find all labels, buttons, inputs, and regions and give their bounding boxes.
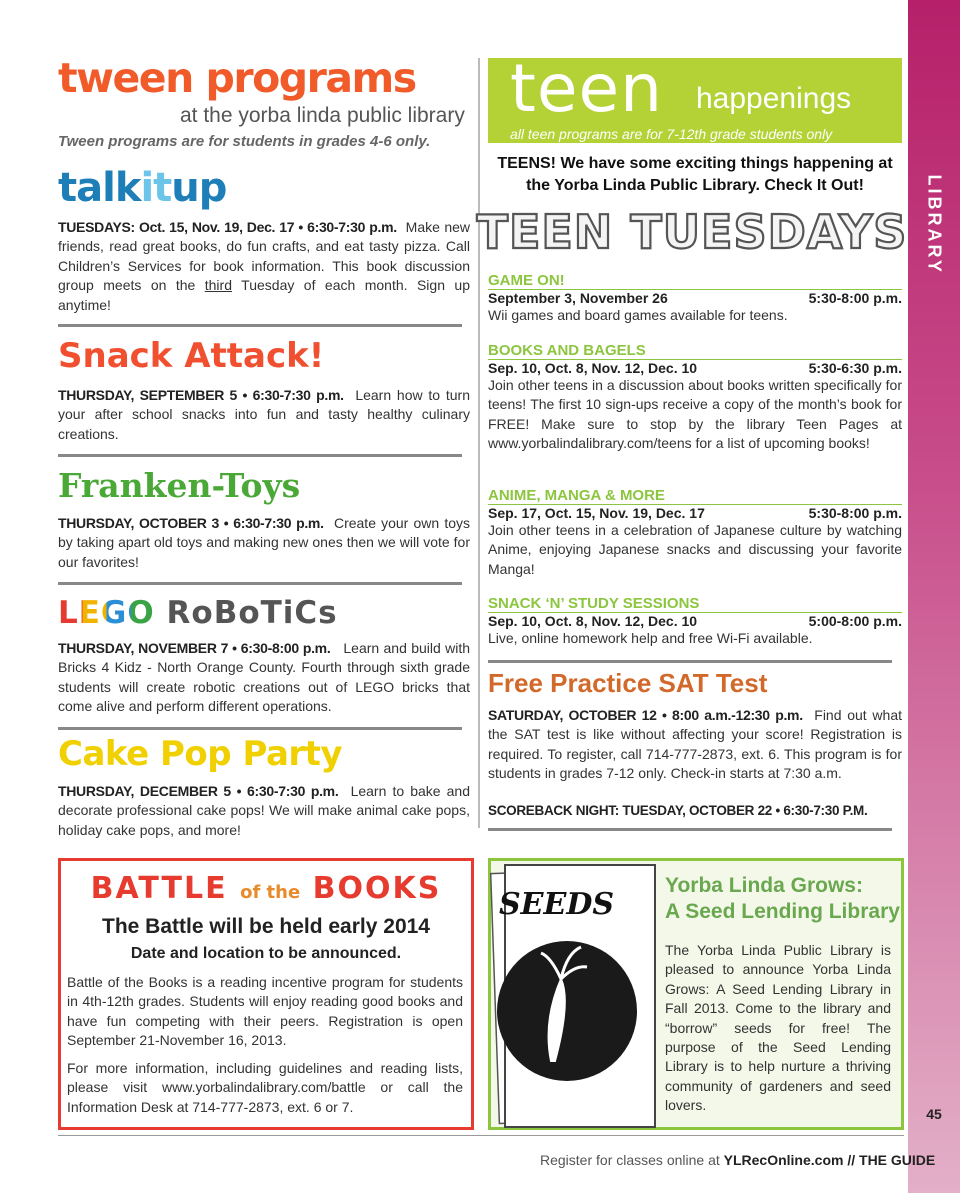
snack-attack-title: Snack Attack! [58,336,325,376]
sat-test-description [488,706,902,784]
franken-toys-description [58,514,470,572]
teen-banner-big: teen [510,50,663,127]
battle-of-the-books-box [58,858,474,1130]
event-description: Join other teens in a discussion about books written specifically for teens! The first 10 sign-ups receive a copy of the month’s book for FREE! Make sure to stop by the library Teen Pages at www.yorbalindalibrary.com/teens for a list of upcoming books! [488,377,902,452]
event-description: Live, online homework help and free Wi-Fi available. [488,630,813,646]
divider [488,828,892,831]
tween-grade-note: Tween programs are for students in grades 4-6 only. [58,133,431,150]
cake-pop-description [58,782,470,840]
event-schedule [488,290,902,306]
battle-of-the-books-heading [69,871,463,906]
talkitup-description [58,218,470,315]
event-time: 5:30-8:00 p.m. [808,290,902,306]
sat-test-when: SATURDAY, OCTOBER 12 • 8:00 a.m.-12:30 p.m. [488,707,803,723]
sidebar-label: LIBRARY [924,174,945,275]
footer-guide: // THE GUIDE [843,1152,936,1168]
event-dates: Sep. 10, Oct. 8, Nov. 12, Dec. 10 [488,613,698,629]
cake-pop-party-title: Cake Pop Party [58,734,343,774]
snack-attack-description [58,386,470,444]
lego-robotics-desc: Learn and build with Bricks 4 Kidz - North Orange County. Fourth through sixth grade students will create robotic creations out of LEGO bricks that come alive and perform different operations. [58,640,470,715]
franken-toys-desc: Create your own toys by taking apart old toys and making new ones then we will vote for our favorites! [58,515,470,570]
talkitup-title-part: it [140,165,172,211]
divider [58,454,462,457]
talkitup-desc-1: Make new friends, read great books, do fun crafts, and eat tasty pizza. Call Children’s Services for book information. This book discussion group meets on the [58,219,471,294]
talkitup-desc-2: Tuesday of each month. Sign up anytime! [58,277,470,313]
event-title: SNACK ‘N’ STUDY SESSIONS [488,595,902,613]
library-sidebar [908,0,960,1193]
robotics-text: RoBoTiCs [166,595,338,631]
event-schedule [488,613,902,629]
sat-test-title: Free Practice SAT Test [488,668,768,698]
cake-pop-desc: Learn to bake and decorate professional cake pops! We will make animal cake pops, holiday cake pops, and more! [58,783,470,838]
event-title: BOOKS AND BAGELS [488,342,902,360]
talkitup-title [58,165,226,211]
lego-robotics-description [58,639,470,717]
event-time: 5:00-8:00 p.m. [808,613,902,629]
battle-location-line: Date and location to be announced. [130,945,402,962]
lego-logo-text: LEGO [58,595,155,631]
seed-lending-title-line: A Seed Lending Library [665,900,900,923]
cake-pop-when: THURSDAY, DECEMBER 5 • 6:30-7:30 p.m. [58,783,339,799]
teen-tuesdays-logo [476,200,908,262]
event-time: 5:30-8:00 p.m. [808,505,902,521]
seed-lending-title [665,873,900,925]
lego-robotics-when: THURSDAY, NOVEMBER 7 • 6:30-8:00 p.m. [58,640,331,656]
event-title: ANIME, MANGA & MORE [488,487,902,505]
battle-paragraph-1: Battle of the Books is a reading incentive program for students in 4th-12th grades. Students will enjoy reading good books and have fun competing with their peers. Registration is open September 21-November 16, 2013. [67,974,463,1049]
footer [540,1152,935,1168]
divider [58,324,462,327]
snack-attack-desc: Learn how to turn your after school snacks into fun and tasty healthy culinary creations. [58,387,470,442]
event-title: GAME ON! [488,272,902,290]
event-books-and-bagels [488,342,902,454]
franken-toys-when: THURSDAY, OCTOBER 3 • 6:30-7:30 p.m. [58,515,324,531]
seed-lending-description: The Yorba Linda Public Library is pleased to announce Yorba Linda Grows: A Seed Lending Library in Fall 2013. Come to the library and “borrow” seeds for free! The purpose of the Seed Lending Library is to help nurture a thriving community of gardeners and seed lovers. [665,942,891,1114]
event-schedule [488,360,902,376]
snack-attack-when: THURSDAY, SEPTEMBER 5 • 6:30-7:30 p.m. [58,387,344,403]
battle-paragraph-2: For more information, including guidelines and reading lists, please visit www.yorbalindalibrary.com/battle or call the Information Desk at 714-777-2873, ext. 6 or 7. [67,1060,463,1115]
teens-intro: TEENS! We have some exciting things happening at the Yorba Linda Public Library. Check It Out! [497,155,893,194]
column-divider [478,58,480,828]
battle-date-line: The Battle will be held early 2014 [102,915,430,938]
event-game-on [488,272,902,325]
battle-heading-word: BATTLE [90,871,228,906]
event-dates: September 3, November 26 [488,290,668,306]
event-description: Wii games and board games available for teens. [488,307,788,323]
seed-lending-title-line: Yorba Linda Grows: [665,874,863,897]
footer-site-link[interactable]: YLRecOnline.com [723,1152,844,1168]
event-time: 5:30-6:30 p.m. [808,360,902,376]
battle-heading-word: BOOKS [312,871,442,906]
event-dates: Sep. 17, Oct. 15, Nov. 19, Dec. 17 [488,505,705,521]
event-description: Join other teens in a celebration of Japanese culture by watching Anime, enjoying Japanese snacks and discussing your favorite Manga! [488,522,902,577]
tween-programs-subtitle: at the yorba linda public library [180,104,465,127]
divider [488,660,892,663]
seed-lending-box [488,858,904,1130]
event-snack-n-study [488,595,902,648]
scoreback-night: SCOREBACK NIGHT: TUESDAY, OCTOBER 22 • 6:30-7:30 P.M. [488,803,868,818]
talkitup-title-part: up [171,165,227,211]
talkitup-desc-link: third [204,277,232,294]
footer-rule [58,1135,904,1136]
lego-robotics-title [58,595,338,631]
divider [58,727,462,730]
teen-happenings-banner [488,50,902,143]
talkitup-when: TUESDAYS: Oct. 15, Nov. 19, Dec. 17 • 6:30-7:30 p.m. [58,219,397,235]
battle-heading-of: of the [240,882,301,903]
event-anime-manga [488,487,902,579]
teen-banner-note: all teen programs are for 7-12th grade students only [510,126,833,142]
teen-tuesdays-text: TEEN TUESDAYS [476,205,908,259]
seed-packet-label: SEEDS [499,887,615,922]
divider [58,582,462,585]
franken-toys-title: Franken-Toys [58,466,301,505]
footer-text: Register for classes online at [540,1152,724,1168]
talkitup-title-part: talk [58,165,141,211]
event-schedule [488,505,902,521]
event-dates: Sep. 10, Oct. 8, Nov. 12, Dec. 10 [488,360,698,376]
tween-programs-title: tween programs [58,54,416,102]
page-number: 45 [926,1106,942,1122]
teen-banner-small: happenings [696,82,852,115]
sat-test-desc: Find out what the SAT test is like without affecting your score! Registration is required. To register, call 714-777-2873, ext. 6. This program is for students in grades 7-12 only. Check-in starts at 7:30 a.m. [488,707,902,782]
